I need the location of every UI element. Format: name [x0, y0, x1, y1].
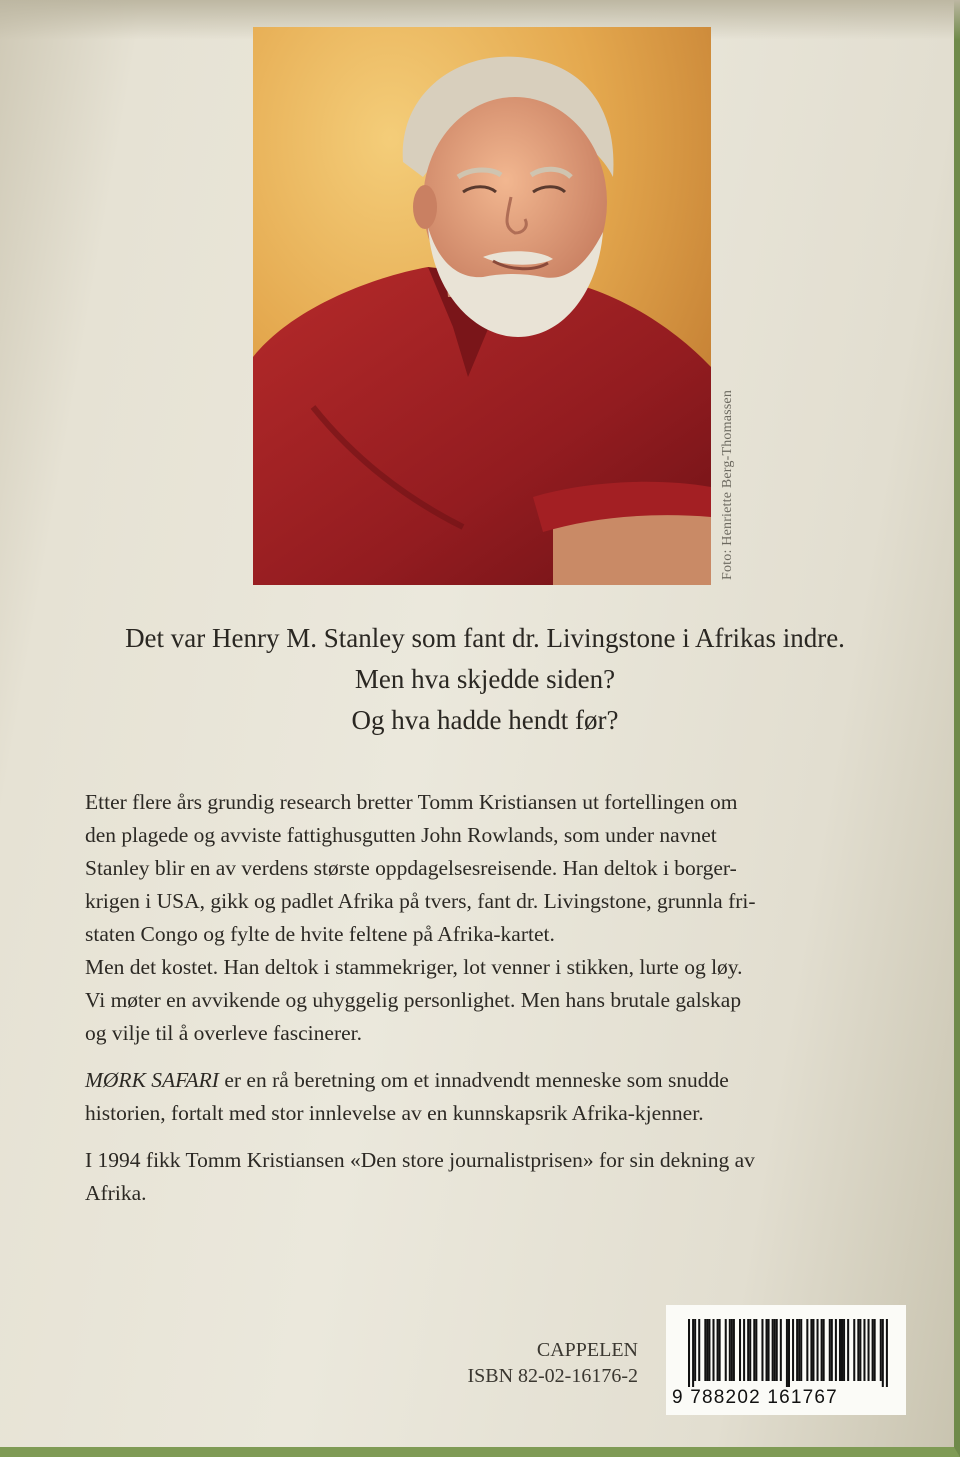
barcode-bar	[698, 1319, 700, 1381]
author-portrait-illustration	[253, 27, 711, 585]
barcode-bar	[843, 1319, 845, 1381]
barcode-bar	[766, 1319, 768, 1381]
headline-line: Og hva hadde hendt før?	[351, 705, 619, 735]
barcode-bar	[796, 1319, 798, 1381]
barcode-bar	[810, 1319, 812, 1381]
barcode-bar	[688, 1319, 690, 1387]
barcode-bar	[841, 1319, 843, 1381]
blurb-line: Etter flere års grundig research bretter Tomm Kristiansen ut fortellingen om	[85, 790, 738, 814]
photo-credit	[716, 330, 742, 580]
barcode-bar	[692, 1319, 694, 1387]
barcode-bar	[857, 1319, 859, 1381]
barcode-bar	[800, 1319, 802, 1381]
barcode-bar	[798, 1319, 800, 1381]
barcode-bar	[761, 1319, 763, 1381]
barcode-bar	[729, 1319, 731, 1381]
barcode-bar	[859, 1319, 861, 1381]
blurb-line: historien, fortalt med stor innlevelse av en kunnskapsrik Afrika-kjenner.	[85, 1101, 704, 1125]
publisher-info	[440, 1337, 638, 1389]
barcode-digits: 9 788202 161767	[672, 1387, 838, 1408]
barcode-bar	[774, 1319, 776, 1381]
blurb-line: krigen i USA, gikk og padlet Afrika på tvers, fant dr. Livingstone, grunnla fri-	[85, 889, 756, 913]
photo-credit-text: Foto: Henriette Berg-Thomassen	[720, 389, 735, 580]
barcode-bar	[719, 1319, 721, 1381]
barcode-bar	[708, 1319, 710, 1381]
barcode-bar	[786, 1319, 788, 1387]
barcode	[666, 1305, 906, 1415]
barcode-bars	[688, 1319, 888, 1387]
barcode-bar	[725, 1319, 727, 1381]
barcode-bar	[863, 1319, 865, 1381]
headline-line: Men hva skjedde siden?	[354, 664, 616, 694]
barcode-bar	[743, 1319, 745, 1381]
blurb-line: Afrika.	[85, 1181, 147, 1205]
barcode-bar	[806, 1319, 808, 1381]
barcode-bar	[753, 1319, 755, 1381]
book-title: MØRK SAFARI	[85, 1068, 219, 1092]
barcode-bar	[817, 1319, 819, 1381]
barcode-bar	[792, 1319, 794, 1381]
barcode-bar	[868, 1319, 870, 1381]
blurb-line: Men det kostet. Han deltok i stammekriger, lot venner i stikken, lurte og løy.	[85, 955, 743, 979]
barcode-bar	[772, 1319, 774, 1381]
headline-line: Det var Henry M. Stanley som fant dr. Livingstone i Afrikas indre.	[125, 623, 845, 653]
barcode-bar	[886, 1319, 888, 1387]
barcode-bar	[733, 1319, 735, 1381]
barcode-bar	[847, 1319, 849, 1381]
blurb-text	[85, 786, 905, 1210]
author-photo	[253, 27, 711, 585]
headline-block	[60, 618, 910, 741]
isbn: ISBN 82-02-16176-2	[467, 1365, 638, 1387]
barcode-bar	[882, 1319, 884, 1387]
blurb-line: staten Congo og fylte de hvite feltene på Afrika-kartet.	[85, 922, 555, 946]
barcode-bar	[694, 1319, 696, 1381]
barcode-bar	[704, 1319, 706, 1381]
barcode-bar	[717, 1319, 719, 1381]
barcode-bar	[755, 1319, 757, 1381]
barcode-bar	[823, 1319, 825, 1381]
blurb-line: den plagede og avviste fattighusgutten John Rowlands, som under navnet	[85, 823, 717, 847]
barcode-bar	[880, 1319, 882, 1381]
barcode-bar	[776, 1319, 778, 1381]
blurb-line: I 1994 fikk Tomm Kristiansen «Den store journalistprisen» for sin dekning av	[85, 1148, 755, 1172]
barcode-bar	[712, 1319, 714, 1381]
barcode-bar	[812, 1319, 814, 1381]
publisher-name: CAPPELEN	[536, 1339, 638, 1361]
blurb-line: og vilje til å overleve fascinerer.	[85, 1021, 362, 1045]
barcode-bar	[706, 1319, 708, 1381]
blurb-line: Stanley blir en av verdens største oppdagelsesreisende. Han deltok i borger-	[85, 856, 737, 880]
barcode-bar	[853, 1319, 855, 1381]
barcode-bar	[872, 1319, 874, 1381]
barcode-bar	[874, 1319, 876, 1381]
barcode-bar	[780, 1319, 782, 1381]
barcode-bar	[835, 1319, 837, 1381]
barcode-bar	[731, 1319, 733, 1381]
barcode-bar	[839, 1319, 841, 1381]
barcode-bar	[821, 1319, 823, 1381]
blurb-line: Vi møter en avvikende og uhyggelig personlighet. Men hans brutale galskap	[85, 988, 742, 1012]
barcode-bar	[747, 1319, 749, 1381]
barcode-bar	[831, 1319, 833, 1381]
barcode-bar	[739, 1319, 741, 1381]
barcode-bar	[788, 1319, 790, 1387]
blurb-line-rest: er en rå beretning om et innadvendt menneske som snudde	[218, 1068, 729, 1092]
barcode-bar	[829, 1319, 831, 1381]
barcode-bar	[749, 1319, 751, 1381]
barcode-bar	[768, 1319, 770, 1381]
blurb-line	[85, 1064, 905, 1097]
